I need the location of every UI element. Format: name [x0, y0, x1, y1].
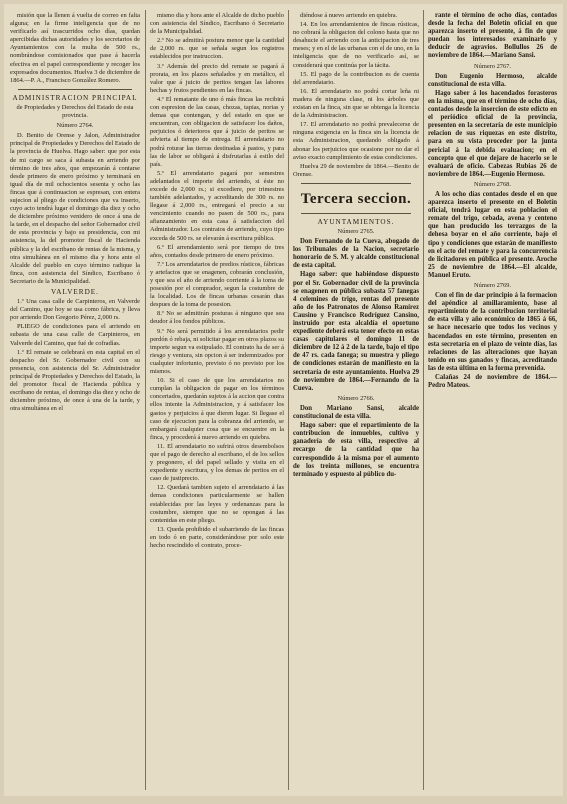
notice-number: Número 2764.: [56, 122, 94, 130]
paragraph: 3.º Además del precio del remate se pagará á prorata, en los plazos señalados y en metálico, el valor que á juicio de peritos tengan las labores hechas y frutos pendientes en las fincas.: [150, 62, 284, 94]
signature-line: Calañas 24 de noviembre de 1864.—Pedro Mateos.: [428, 374, 557, 390]
paragraph: Hago saber: que habiéndose dispuesto por el Sr. Gobernador civil de la provincia se enagenen en pública subasta 57 fanegas 4 celemines de trigo, rentas del presente año de los Patronatos de Alonso Ramírez Causino y Francisco Rodríguez Cansino, instruido por esta alcaldía el oportuno expediente deberá esta tener efecto en estas casas capitulares el domingo 11 de diciembre de 12 á 2 de la tarde, bajo el tipo de 47 rs. cada fanega; su muestra y pliego de condiciones estarán de manifiesto en la secretaría de este ayuntamiento. Huelva 29 de noviembre de 1864.—Fernando de la Cueva.: [293, 271, 419, 392]
heading-valverde: VALVERDE.: [51, 288, 99, 296]
signature-line: Huelva 29 de noviembre de 1864.—Benito de Orense.: [293, 162, 419, 178]
notice-number: Número 2769.: [474, 282, 511, 289]
paragraph: diéndose á nuevo arriendo en quiebra.: [300, 12, 398, 19]
column-rule: [145, 10, 146, 790]
notice-number: Número 2765.: [337, 227, 375, 235]
paragraph: mismo dia y hora ante el Alcalde de dicho pueblo con asistencia del Síndico, Escribano ó Secretario de la Municipalidad.: [150, 12, 284, 36]
paragraph: Con el fin de dar principio á la formacion del apéndice al amillaramiento, base al repartimiento de la contribucion territorial de esta villa y año económico de 1865 á 66, se hace necesario que todos los vecinos y hacendados en este término, presenten en esta secretaría en el plazo de veinte días, las relaciones de las alteraciones que hayan tenido en sus ganados y fincas, acreditando las de esta última en la forma prevenida.: [428, 292, 557, 372]
paragraph: 4.º El rematante de uno ó más fincas las recibirá con espresion de las casas, chozas, tapias, norias y demas que contengan, y del estado en que se encuentran, con obligacion de satisfacer los daños, perjuicios ó deterioros que á juicio de peritos se advierta al tiempo de entrega. El arrendatario no podrá roturar las tierras destinadas á pastos, y para las de labor se obligará á disfrutarlas á estilo del país.: [150, 95, 284, 168]
paragraph: 8.º No se admitirán posturas á ninguno que sea deudor á los fondos públicos.: [150, 310, 284, 326]
paragraph: 7.º Los arrendatarios de predios rústicos, fábricas y artefactos que se enagenen, cobrarán conclusión, y que sea el año de arriendo corriente á la toma de posesión por el comprador, segun la costumbre de la localidad. Los de fincas urbanas cesarán dias despues de la toma de posesion.: [150, 260, 284, 309]
notice-heading: Don Eugenio Hermoso, alcalde constitucional de esta villa.: [428, 72, 557, 88]
paragraph: 13. Queda prohibido el subarriendo de las fincas en todo ó en parte, considerándose por solo este hecho rescindido el contrato, proce-: [150, 525, 284, 549]
paragraph: Hago saber á los hacendados forasteros en la misma, que en el término de ocho días, contados desde la insercion de este edicto en el periódico oficial de la provincia, presenten en la secretaría de este municipio relacion de sus riquezas en este distrito, para en su vista proceder por la junta pericial á la debida evaluacion; en el concepto que el que dejare de hacerlo se le evaluará de oficio. Cabezas Rubias 26 de noviembre de 1864.—Eugenio Hermoso.: [428, 89, 557, 178]
paragraph: D. Benito de Orense y Jalon, Administrador principal de Propiedades y Derechos del Estado de la provincia de Huelva. Hago saber: que por esta de mi cargo se saca á subasta en arriendo por término de tres años, que empezarán á contarse desde primero de enero próximo y terminará en igual día de mil ochocientos sesenta y ocho las fincas que á continuacion se espresan, con entera sujecion al pliego de condiciones que va inserto, cuyo acto tendrá lugar el domingo dia diez y ocho de diciembre próximo venidero de once á una de la tarde, en el despacho del señor Gobernador civil de esta provincia y bajo su presidencia, con mi asistencia, la del promotor fiscal de Hacienda pública y la del escribano de rentas de la misma, y otra simultánea en el mismo dia y hora ante el Alcalde del pueblo en cuyo término radique la finca, con asistencia del Síndico, Escribano ó Secretario de la Municipalidad.: [10, 132, 140, 285]
paragraph: 16. El arrendatario no podrá cortar leña ni madera de ninguna clase, ni los árboles que existan en la finca, sin que se obtenga la licencia de la Administracion.: [293, 87, 419, 120]
paragraph: rante el término de ocho días, contados desde la fecha del Boletín oficial en que aparezca inserto el presente, á fin de que puedan los interesados examinarlo y deducir de agravios. Bollullos 26 de noviembre de 1864.—Mariano Sansi.: [428, 12, 557, 60]
paragraph: 2.º No se admitirá postura menor que la cantidad de 2,000 rs. que se señala segun los registros establecidos por instruccion.: [150, 37, 284, 61]
divider: [301, 183, 411, 184]
paragraph: 6.º El arrendamiento será por tiempo de tres años, contados desde primero de enero próximo.: [150, 243, 284, 259]
column-2: [150, 12, 284, 790]
paragraph: 9.º No será permitido á los arrendatarios pedir perdón ó rebaja, ni solicitar pagar en otros plazos su importe segun va estipulado. El contrato ha de ser á riesgo y ventura, sin opcion á ser indemnizados por cualquier infortunio, previsto ó no previsto por los mismos.: [150, 327, 284, 376]
heading-administracion: ADMINISTRACION PRINCIPAL: [12, 93, 138, 102]
paragraph: 14. En los arrendamientos de fincas rústicas, no cobrará la obligacion del colono hasta que no desahucie el arriendo con la anticipacion de tres meses; y en el de las urbanas con el de uno, en la inteligencia que de no verificarlo así, se considerará que continúa por la tácita.: [293, 21, 419, 69]
notice-number: Número 2766.: [337, 394, 375, 402]
paragraph: misión que la llenen á vuelta de correo en falta alguna; en la firme inteligencia que de no verificarlo así trascurridos ocho días, quedan apercibidas dichas autoridades y los secretarios de Ayuntamientos con la multa de 500 rs., nombrándose comisionados que pase á hacerla efectiva en el papel correspondiente y recoger los expresados documentos. Huelva 3 de diciembre de 1864.—P. A., Francisco González Romero.: [10, 12, 140, 84]
heading-pliego: PLIEGO de condiciones para el arriendo en subasta de una casa calle de Carpinteros, en Valverde del Camino, que fué de cofradías.: [10, 323, 140, 347]
column-3: [293, 12, 419, 790]
paragraph: 17. El arrendatario no podrá prevalecerse de ninguna exigencia en la finca sin la licencia de esta Administracion, quedando obligado á abonar los perjuicios que ocasione por no dar el aviso exacto cumplimiento de estas condiciones.: [293, 121, 419, 161]
subheading-administracion: de Propiedades y Derechos del Estado de esta provincia.: [16, 103, 134, 120]
column-rule: [288, 10, 289, 790]
notice-number: Número 2768.: [474, 180, 511, 188]
paragraph: 11. El arrendatario no sufrirá otros desembolsos que el pago de derecho al escribano, el de los sellos y pregonero, el del papel sellado y visita en el expediente y escritura, y los demas de peritos en el caso de justiprecio.: [150, 442, 284, 483]
paragraph: 12. Quedará tambien sujeto el arrendatario á las demas condiciones particularmente se hallen establecidas por las leyes y ordenanzas para la costumbre, siempre que no se opongan á las contenidas en este pliego.: [150, 484, 284, 524]
section-title: Tercera seccion.: [300, 190, 412, 207]
column-1: [10, 12, 140, 790]
divider: [301, 213, 411, 214]
paragraph: 5.º El arrendatario pagará por semestres adelantados el importe del arriendo, si éste no excede de 2,000 rs.; si excediere, por trimestres también adelantados, y acreditando de 300 rs. no llegase á 2,000 rs., entregará el precio a su vencimiento cuando no pasen de 500 rs., para afianzamiento en esta casa á satisfaccion del Administrador. Los contratos de arriendo, cuyo tipo exceda de 500 rs. se elevarán á escritura pública.: [150, 169, 284, 242]
paragraph: 1.º Una casa calle de Carpinteros, en Valverde del Camino, que hoy se usa como fábrica, y lleva por arriendo Don Gregorio Pérez, 2,000 rs.: [10, 298, 140, 322]
paragraph: 10. Si el caso de que los arrendatarios no cumplan la obligacion de pagar en los términos concertados, quedarán sujetos á la accion que contra ellos intente la Administracion, y á satisfacer los gastos y perjuicios á que dieren lugar. Si llegase el caso de ejecucion para la cobranza del arriendo, se embargará cualquier cosa que se encuentre en la finca, y procederá á nuevo arriendo en quiebra.: [150, 377, 284, 441]
paragraph: A los ocho días contados desde el en que aparezca inserto el presente en el Boletín oficial, tendrá lugar en esta poblacion el remate del trigo, cebada, avena y centeno que han producido los terrazgos de la dehesa boyar en el año corriente, bajo el tipo y condiciones que estarán de manifiesto en el acto del remate y para la concurrencia de licitadores en pública el presente. Aroche 25 de noviembre de 1864.—El alcalde, Manuel Eruto.: [428, 190, 557, 279]
column-rule: [423, 10, 424, 790]
paragraph: Hago saber: que el repartimiento de la contribucion de inmuebles, cultivo y ganadería de esta villa, respectivo al recargo de la cantidad que ha correspondido á la misma por el aumento de los treinta millones, se encuentra terminado y espuesto al público du-: [293, 422, 419, 478]
notice-heading: Don Mariano Sansi, alcalde constitucional de esta villa.: [293, 404, 419, 421]
paragraph: 15. El pago de la contribucion es de cuenta del arrendatario.: [293, 70, 419, 86]
column-4: [428, 12, 557, 790]
heading-ayuntamientos: AYUNTAMIENTOS.: [317, 217, 395, 226]
notice-heading: Don Fernando de la Cueva, abogado de los Tribunales de la Nacion, secretario honorario de S. M. y alcalde constitucional de esta capital.: [293, 238, 419, 270]
notice-number: Número 2767.: [474, 62, 511, 70]
newspaper-page: [4, 4, 563, 796]
divider: [18, 89, 132, 90]
paragraph: 1.º El remate se celebrará en esta capital en el despacho del Sr. Gobernador civil con su presencia, con asistencia del Sr. Administrador principal de Propiedades y Derechos del Estado, la del promotor fiscal de Hacienda pública y escribano de rentas, el domingo dia diez y ocho de diciembre próximo, de once á una de la tarde, y otra simultánea en el: [10, 348, 140, 413]
